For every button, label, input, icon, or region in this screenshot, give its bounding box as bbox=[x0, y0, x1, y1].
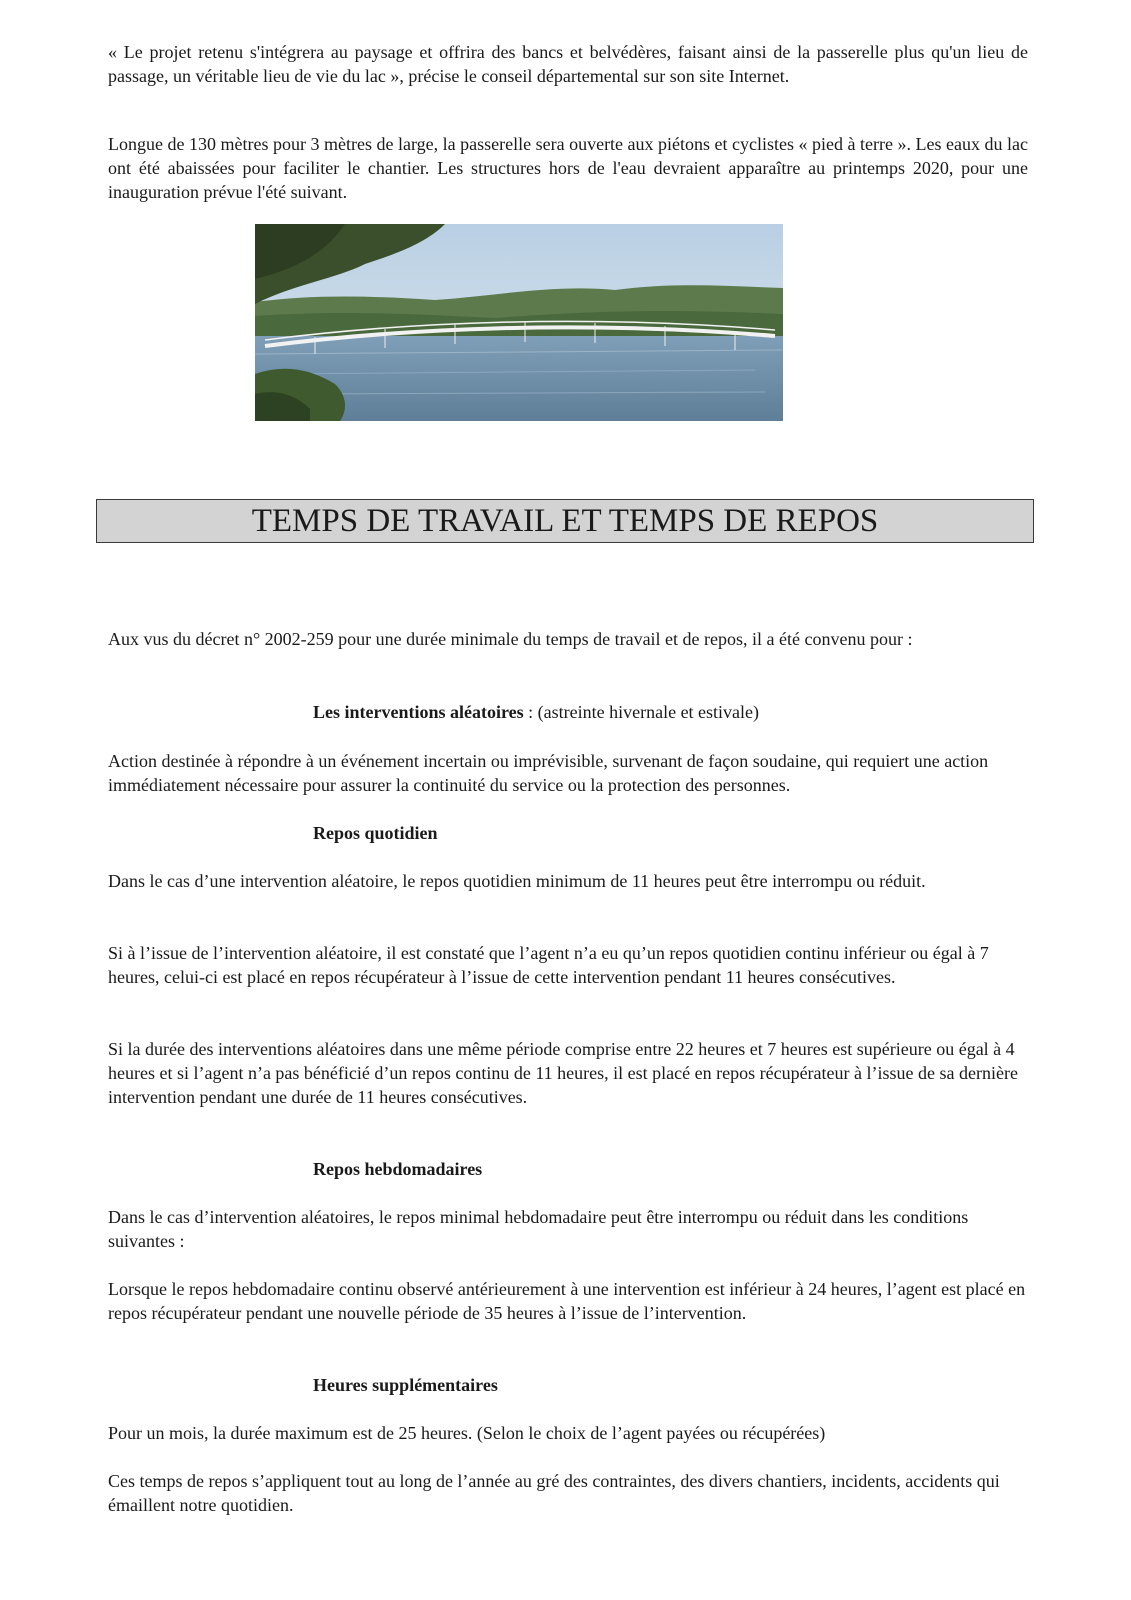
repos-quotidien-paragraph-3: Si la durée des interventions aléatoires dans une même période comprise entre 22 heures et 7 heures est supérieure ou égal à 4 heures et si l’agent n’a pas bénéficié d’un repos continu de 11 heures, il est placé en repos récupérateur à l’issue de sa dernière intervention pendant une durée de 11 heures consécutives. bbox=[108, 1039, 1018, 1107]
interventions-heading bbox=[313, 700, 759, 724]
repos-hebdo-paragraph-2: Lorsque le repos hebdomadaire continu observé antérieurement à une intervention est inférieur à 24 heures, l’agent est placé en repos récupérateur pendant une nouvelle période de 35 heures à l’issue de l’intervention. bbox=[108, 1279, 1026, 1323]
interventions-heading-detail: : (astreinte hivernale et estivale) bbox=[523, 702, 760, 722]
interventions-paragraph: Action destinée à répondre à un événement incertain ou imprévisible, survenant de façon soudaine, qui requiert une action immédiatement nécessaire pour assurer la continuité du service ou la protection des personnes. bbox=[108, 751, 989, 795]
interventions-heading-label: Les interventions aléatoires bbox=[313, 702, 524, 722]
heures-sup-heading: Heures supplémentaires bbox=[313, 1375, 498, 1395]
intro-paragraph-2: Longue de 130 mètres pour 3 mètres de large, la passerelle sera ouverte aux piétons et cyclistes « pied à terre ». Les eaux du lac ont été abaissées pour faciliter le chantier. Les structures hors de l'eau devraient apparaître au printemps 2020, pour une inauguration prévue l'été suivant. bbox=[108, 134, 1028, 202]
repos-quotidien-paragraph-1: Dans le cas d’une intervention aléatoire, le repos quotidien minimum de 11 heures peut être interrompu ou réduit. bbox=[108, 871, 926, 891]
repos-quotidien-paragraph-2: Si à l’issue de l’intervention aléatoire, il est constaté que l’agent n’a eu qu’un repos quotidien continu inférieur ou égal à 7 heures, celui-ci est placé en repos récupérateur à l’issue de cette intervention pendant 11 heures consécutives. bbox=[108, 943, 989, 987]
lake-footbridge-photo bbox=[255, 224, 783, 421]
repos-hebdo-paragraph-1: Dans le cas d’intervention aléatoires, le repos minimal hebdomadaire peut être interrompu ou réduit dans les conditions suivantes : bbox=[108, 1207, 969, 1251]
heures-sup-paragraph-2: Ces temps de repos s’appliquent tout au long de l’année au gré des contraintes, des divers chantiers, incidents, accidents qui émaillent notre quotidien. bbox=[108, 1471, 1000, 1515]
repos-quotidien-heading: Repos quotidien bbox=[313, 823, 438, 843]
intro-paragraph-1: « Le projet retenu s'intégrera au paysage et offrira des bancs et belvédères, faisant ainsi de la passerelle plus qu'un lieu de passage, un véritable lieu de vie du lac », précise le conseil départemental sur son site Internet. bbox=[108, 42, 1028, 86]
heures-sup-paragraph-1: Pour un mois, la durée maximum est de 25 heures. (Selon le choix de l’agent payées ou récupérées) bbox=[108, 1423, 826, 1443]
section-title: TEMPS DE TRAVAIL ET TEMPS DE REPOS bbox=[96, 499, 1034, 543]
repos-hebdo-heading: Repos hebdomadaires bbox=[313, 1159, 483, 1179]
decree-intro-paragraph: Aux vus du décret n° 2002-259 pour une durée minimale du temps de travail et de repos, il a été convenu pour : bbox=[108, 629, 913, 649]
